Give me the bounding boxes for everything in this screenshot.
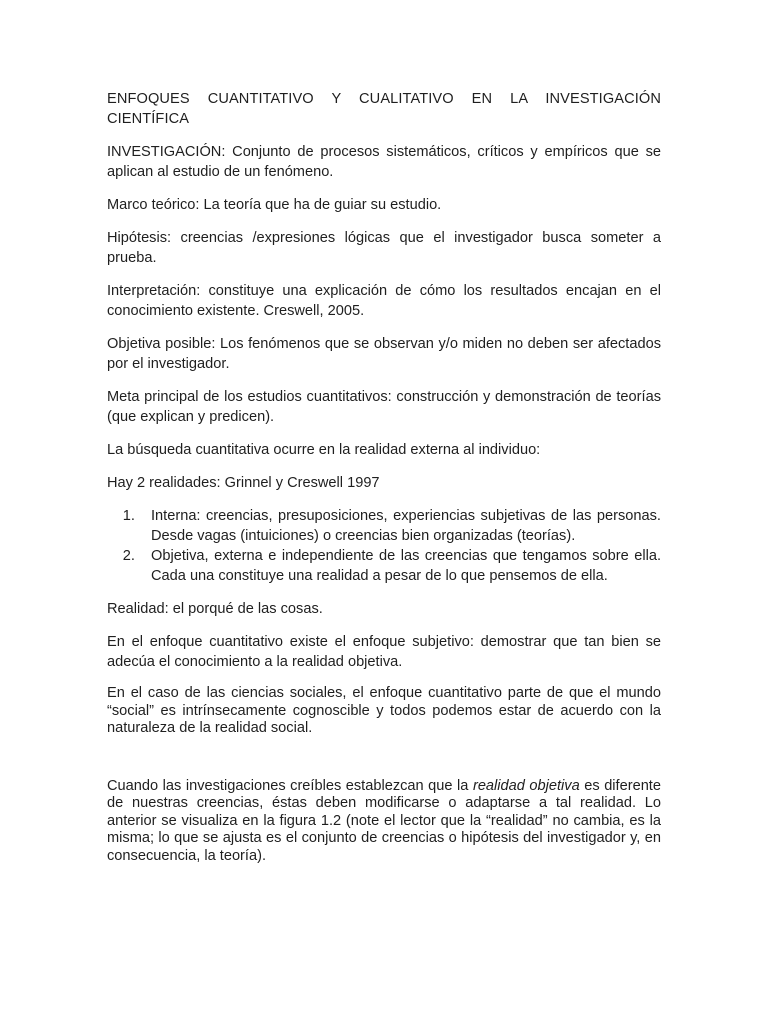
realities-list bbox=[107, 506, 661, 586]
paragraph-investigacion: INVESTIGACIÓN: Conjunto de procesos sistemáticos, críticos y empíricos que se aplican al estudio de un fenómeno. bbox=[107, 144, 661, 180]
paragraph-dos-realidades: Hay 2 realidades: Grinnel y Creswell 1997 bbox=[107, 475, 380, 491]
paragraph-realidad: Realidad: el porqué de las cosas. bbox=[107, 601, 323, 617]
paragraph-objetiva-posible: Objetiva posible: Los fenómenos que se observan y/o miden no deben ser afectados por el investigador. bbox=[107, 336, 661, 372]
paragraph-realidad-objetiva bbox=[107, 778, 661, 866]
paragraph-busqueda-cuantitativa: La búsqueda cuantitativa ocurre en la realidad externa al individuo: bbox=[107, 442, 541, 458]
final-text-italic: realidad objetiva bbox=[472, 777, 580, 794]
paragraph-interpretacion: Interpretación: constituye una explicación de cómo los resultados encajan en el conocimiento existente. Creswell, 2005. bbox=[107, 283, 661, 319]
list-item-objetiva: 2. Objetiva, externa e independiente de las creencias que tengamos sobre ella. Cada una constituye una realidad a pesar de lo que pensemos de ella. bbox=[139, 546, 661, 586]
list-item-interna: 1. Interna: creencias, presuposiciones, experiencias subjetivas de las personas. Desde vagas (intuiciones) o creencias bien organizadas (teorías). bbox=[139, 506, 661, 546]
document-title: ENFOQUES CUANTITATIVO Y CUALITATIVO EN LA INVESTIGACIÓN CIENTÍFICA bbox=[107, 91, 661, 127]
paragraph-hipotesis: Hipótesis: creencias /expresiones lógicas que el investigador busca someter a prueba. bbox=[107, 230, 661, 266]
paragraph-ciencias-sociales: En el caso de las ciencias sociales, el enfoque cuantitativo parte de que el mundo “social” es intrínsecamente cognoscible y todos podemos estar de acuerdo con la naturaleza de la realidad social. bbox=[107, 685, 661, 736]
paragraph-meta-principal: Meta principal de los estudios cuantitativos: construcción y demonstración de teorías (que explican y predicen). bbox=[107, 389, 661, 425]
paragraph-marco-teorico: Marco teórico: La teoría que ha de guiar su estudio. bbox=[107, 197, 442, 213]
final-text-end: es diferente de nuestras creencias, éstas deben modificarse o adaptarse a tal realidad. Lo anterior se visualiza en la figura 1.2 (note el lector que la “realidad” no cambia, es la misma; lo que se ajusta es el conjunto de creencias o hipótesis del investigador y, en consecuencia, la teoría). bbox=[107, 777, 661, 864]
final-text-start: Cuando las investigaciones creíbles establezcan que la bbox=[107, 777, 473, 794]
paragraph-enfoque-subjetivo: En el enfoque cuantitativo existe el enfoque subjetivo: demostrar que tan bien se adecúa el conocimiento a la realidad objetiva. bbox=[107, 634, 661, 670]
